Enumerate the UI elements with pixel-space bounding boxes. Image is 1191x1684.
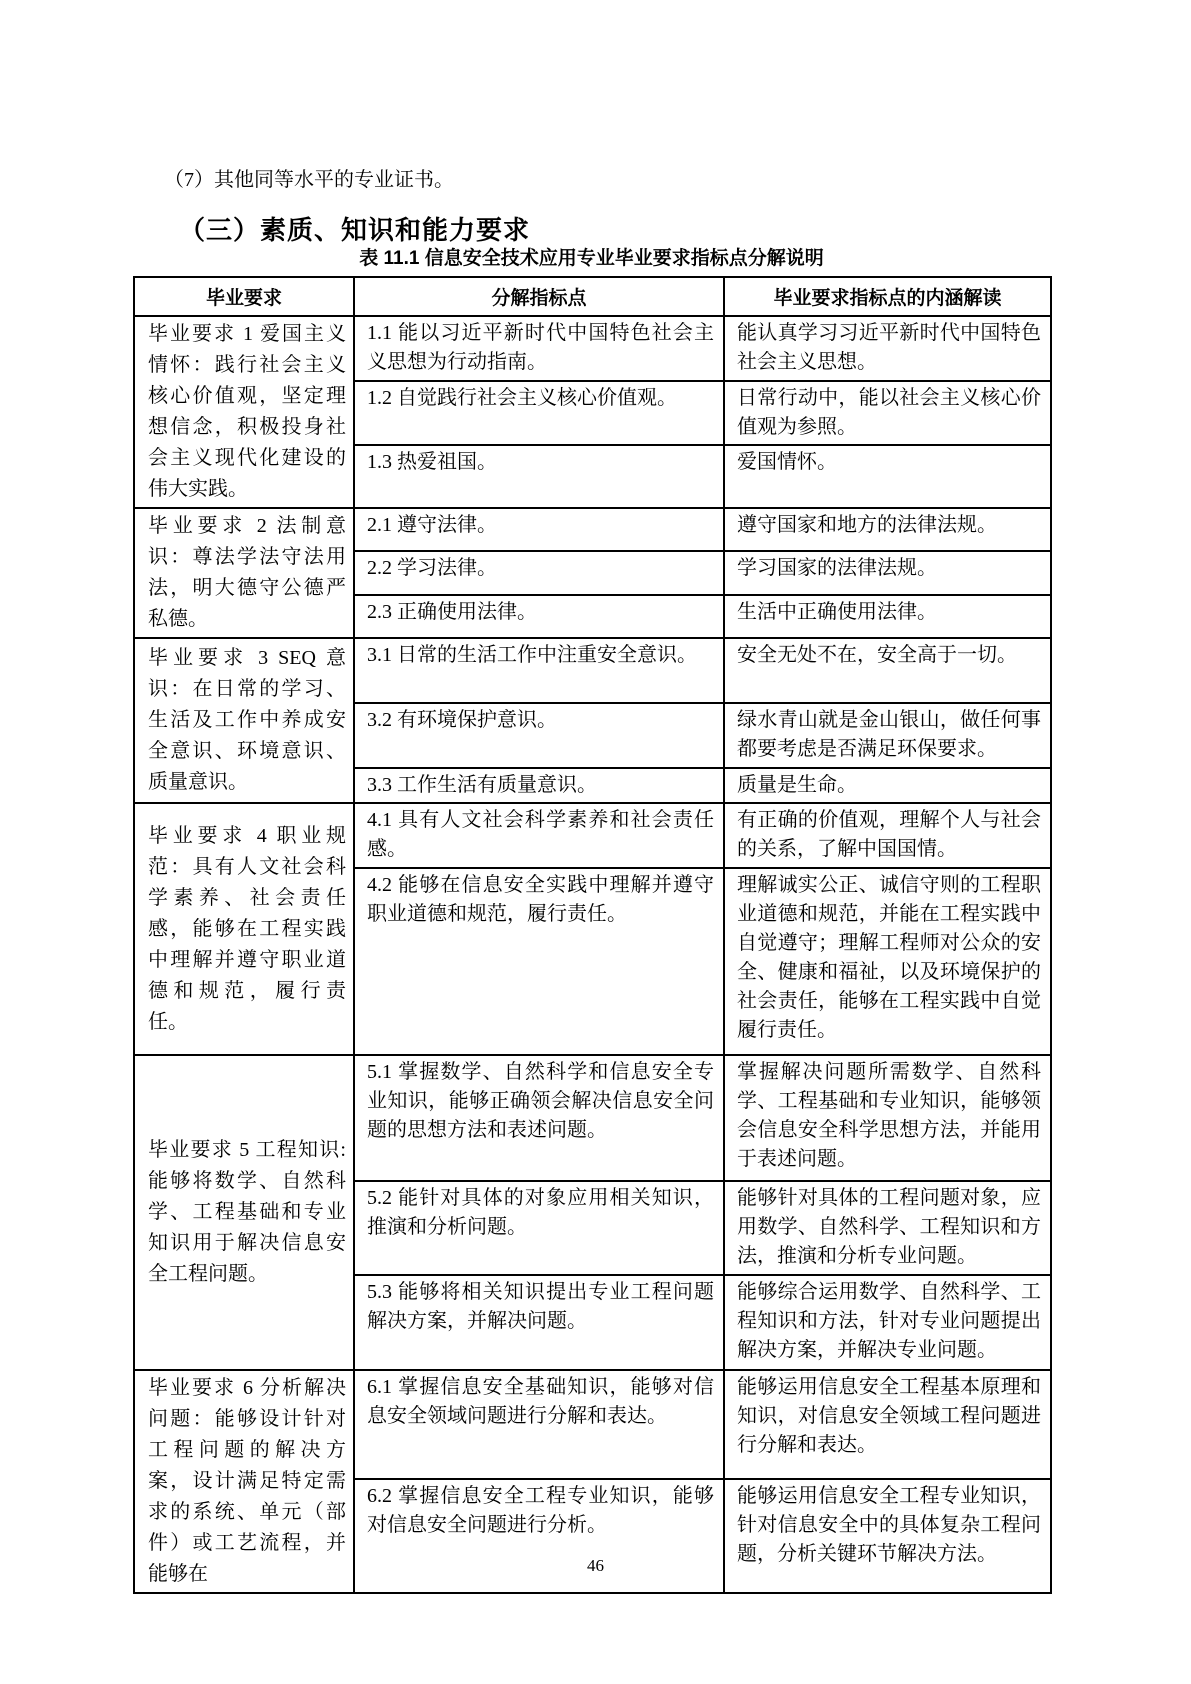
interpretation-cell: 能够运用信息安全工程基本原理和知识，对信息安全领域工程问题进行分解和表达。 xyxy=(724,1370,1051,1479)
interpretation-cell: 绿水青山就是金山银山，做任何事都要考虑是否满足环保要求。 xyxy=(724,703,1051,768)
indicator-cell: 3.3 工作生活有质量意识。 xyxy=(354,768,724,803)
interpretation-cell: 能够综合运用数学、自然科学、工程知识和方法，针对专业问题提出解决方案，并解决专业问题。 xyxy=(724,1275,1051,1370)
indicator-cell: 4.1 具有人文社会科学素养和社会责任感。 xyxy=(354,803,724,868)
header-cell-requirement: 毕业要求 xyxy=(134,277,354,316)
indicator-cell: 3.1 日常的生活工作中注重安全意识。 xyxy=(354,638,724,703)
interpretation-cell: 遵守国家和地方的法律法规。 xyxy=(724,508,1051,551)
requirement-cell: 毕业要求 3 SEQ 意识：在日常的学习、生活及工作中养成安全意识、环境意识、质量意识。 xyxy=(134,638,354,803)
section-heading: （三）素质、知识和能力要求 xyxy=(179,214,531,245)
indicator-cell: 5.2 能针对具体的对象应用相关知识，推演和分析问题。 xyxy=(354,1181,724,1275)
interpretation-cell: 能够针对具体的工程问题对象，应用数学、自然科学、工程知识和方法，推演和分析专业问题。 xyxy=(724,1181,1051,1275)
interpretation-cell: 爱国情怀。 xyxy=(724,445,1051,508)
interpretation-cell: 质量是生命。 xyxy=(724,768,1051,803)
interpretation-cell: 掌握解决问题所需数学、自然科学、工程基础和专业知识，能够领会信息安全科学思想方法，并能用于表述问题。 xyxy=(724,1055,1051,1181)
table-row xyxy=(134,316,1051,381)
interpretation-cell: 能认真学习习近平新时代中国特色社会主义思想。 xyxy=(724,316,1051,381)
indicator-cell: 6.2 掌握信息安全工程专业知识，能够对信息安全问题进行分析。 xyxy=(354,1479,724,1593)
requirement-cell: 毕业要求 1 爱国主义情怀：践行社会主义核心价值观，坚定理想信念，积极投身社会主义现代化建设的伟大实践。 xyxy=(134,316,354,508)
interpretation-cell: 日常行动中，能以社会主义核心价值观为参照。 xyxy=(724,381,1051,446)
indicator-cell: 6.1 掌握信息安全基础知识，能够对信息安全领域问题进行分解和表达。 xyxy=(354,1370,724,1479)
interpretation-cell: 理解诚实公正、诚信守则的工程职业道德和规范，并能在工程实践中自觉遵守；理解工程师对公众的安全、健康和福祉，以及环境保护的社会责任，能够在工程实践中自觉履行责任。 xyxy=(724,868,1051,1055)
interpretation-cell: 安全无处不在，安全高于一切。 xyxy=(724,638,1051,703)
requirement-cell: 毕业要求 5 工程知识:能够将数学、自然科学、工程基础和专业知识用于解决信息安全工程问题。 xyxy=(134,1055,354,1370)
interpretation-cell: 能够运用信息安全工程专业知识，针对信息安全中的具体复杂工程问题，分析关键环节解决方法。 xyxy=(724,1479,1051,1593)
indicator-cell: 1.2 自觉践行社会主义核心价值观。 xyxy=(354,381,724,446)
interpretation-cell: 有正确的价值观，理解个人与社会的关系，了解中国国情。 xyxy=(724,803,1051,868)
indicator-cell: 3.2 有环境保护意识。 xyxy=(354,703,724,768)
indicator-cell: 4.2 能够在信息安全实践中理解并遵守职业道德和规范，履行责任。 xyxy=(354,868,724,1055)
requirement-cell: 毕业要求 4 职业规范：具有人文社会科学素养、社会责任感，能够在工程实践中理解并遵守职业道德和规范，履行责任。 xyxy=(134,803,354,1055)
indicator-cell: 1.1 能以习近平新时代中国特色社会主义思想为行动指南。 xyxy=(354,316,724,381)
indicator-cell: 2.3 正确使用法律。 xyxy=(354,595,724,638)
header-cell-indicator: 分解指标点 xyxy=(354,277,724,316)
indicator-cell: 2.2 学习法律。 xyxy=(354,551,724,594)
table-row xyxy=(134,638,1051,703)
interpretation-cell: 生活中正确使用法律。 xyxy=(724,595,1051,638)
indicator-cell: 2.1 遵守法律。 xyxy=(354,508,724,551)
indicator-cell: 5.1 掌握数学、自然科学和信息安全专业知识，能够正确领会解决信息安全问题的思想方法和表述问题。 xyxy=(354,1055,724,1181)
requirement-cell: 毕业要求 2 法制意识：尊法学法守法用法，明大德守公德严私德。 xyxy=(134,508,354,638)
table-body xyxy=(134,316,1051,1593)
table-row xyxy=(134,1055,1051,1181)
interpretation-cell: 学习国家的法律法规。 xyxy=(724,551,1051,594)
table-row xyxy=(134,803,1051,868)
intro-paragraph: （7）其他同等水平的专业证书。 xyxy=(164,169,454,191)
table-header xyxy=(134,277,1051,316)
indicator-cell: 1.3 热爱祖国。 xyxy=(354,445,724,508)
table-row xyxy=(134,508,1051,551)
header-cell-interpretation: 毕业要求指标点的内涵解读 xyxy=(724,277,1051,316)
indicator-cell: 5.3 能够将相关知识提出专业工程问题解决方案，并解决问题。 xyxy=(354,1275,724,1370)
page-number: 46 xyxy=(587,1556,604,1575)
graduation-requirements-table xyxy=(133,276,1052,1594)
table-caption: 表 11.1 信息安全技术应用专业毕业要求指标点分解说明 xyxy=(359,248,824,269)
requirement-cell: 毕业要求 6 分析解决问题：能够设计针对工程问题的解决方案，设计满足特定需求的系统、单元（部件）或工艺流程，并能够在 xyxy=(134,1370,354,1593)
header-row xyxy=(134,277,1051,316)
table-row xyxy=(134,1370,1051,1479)
